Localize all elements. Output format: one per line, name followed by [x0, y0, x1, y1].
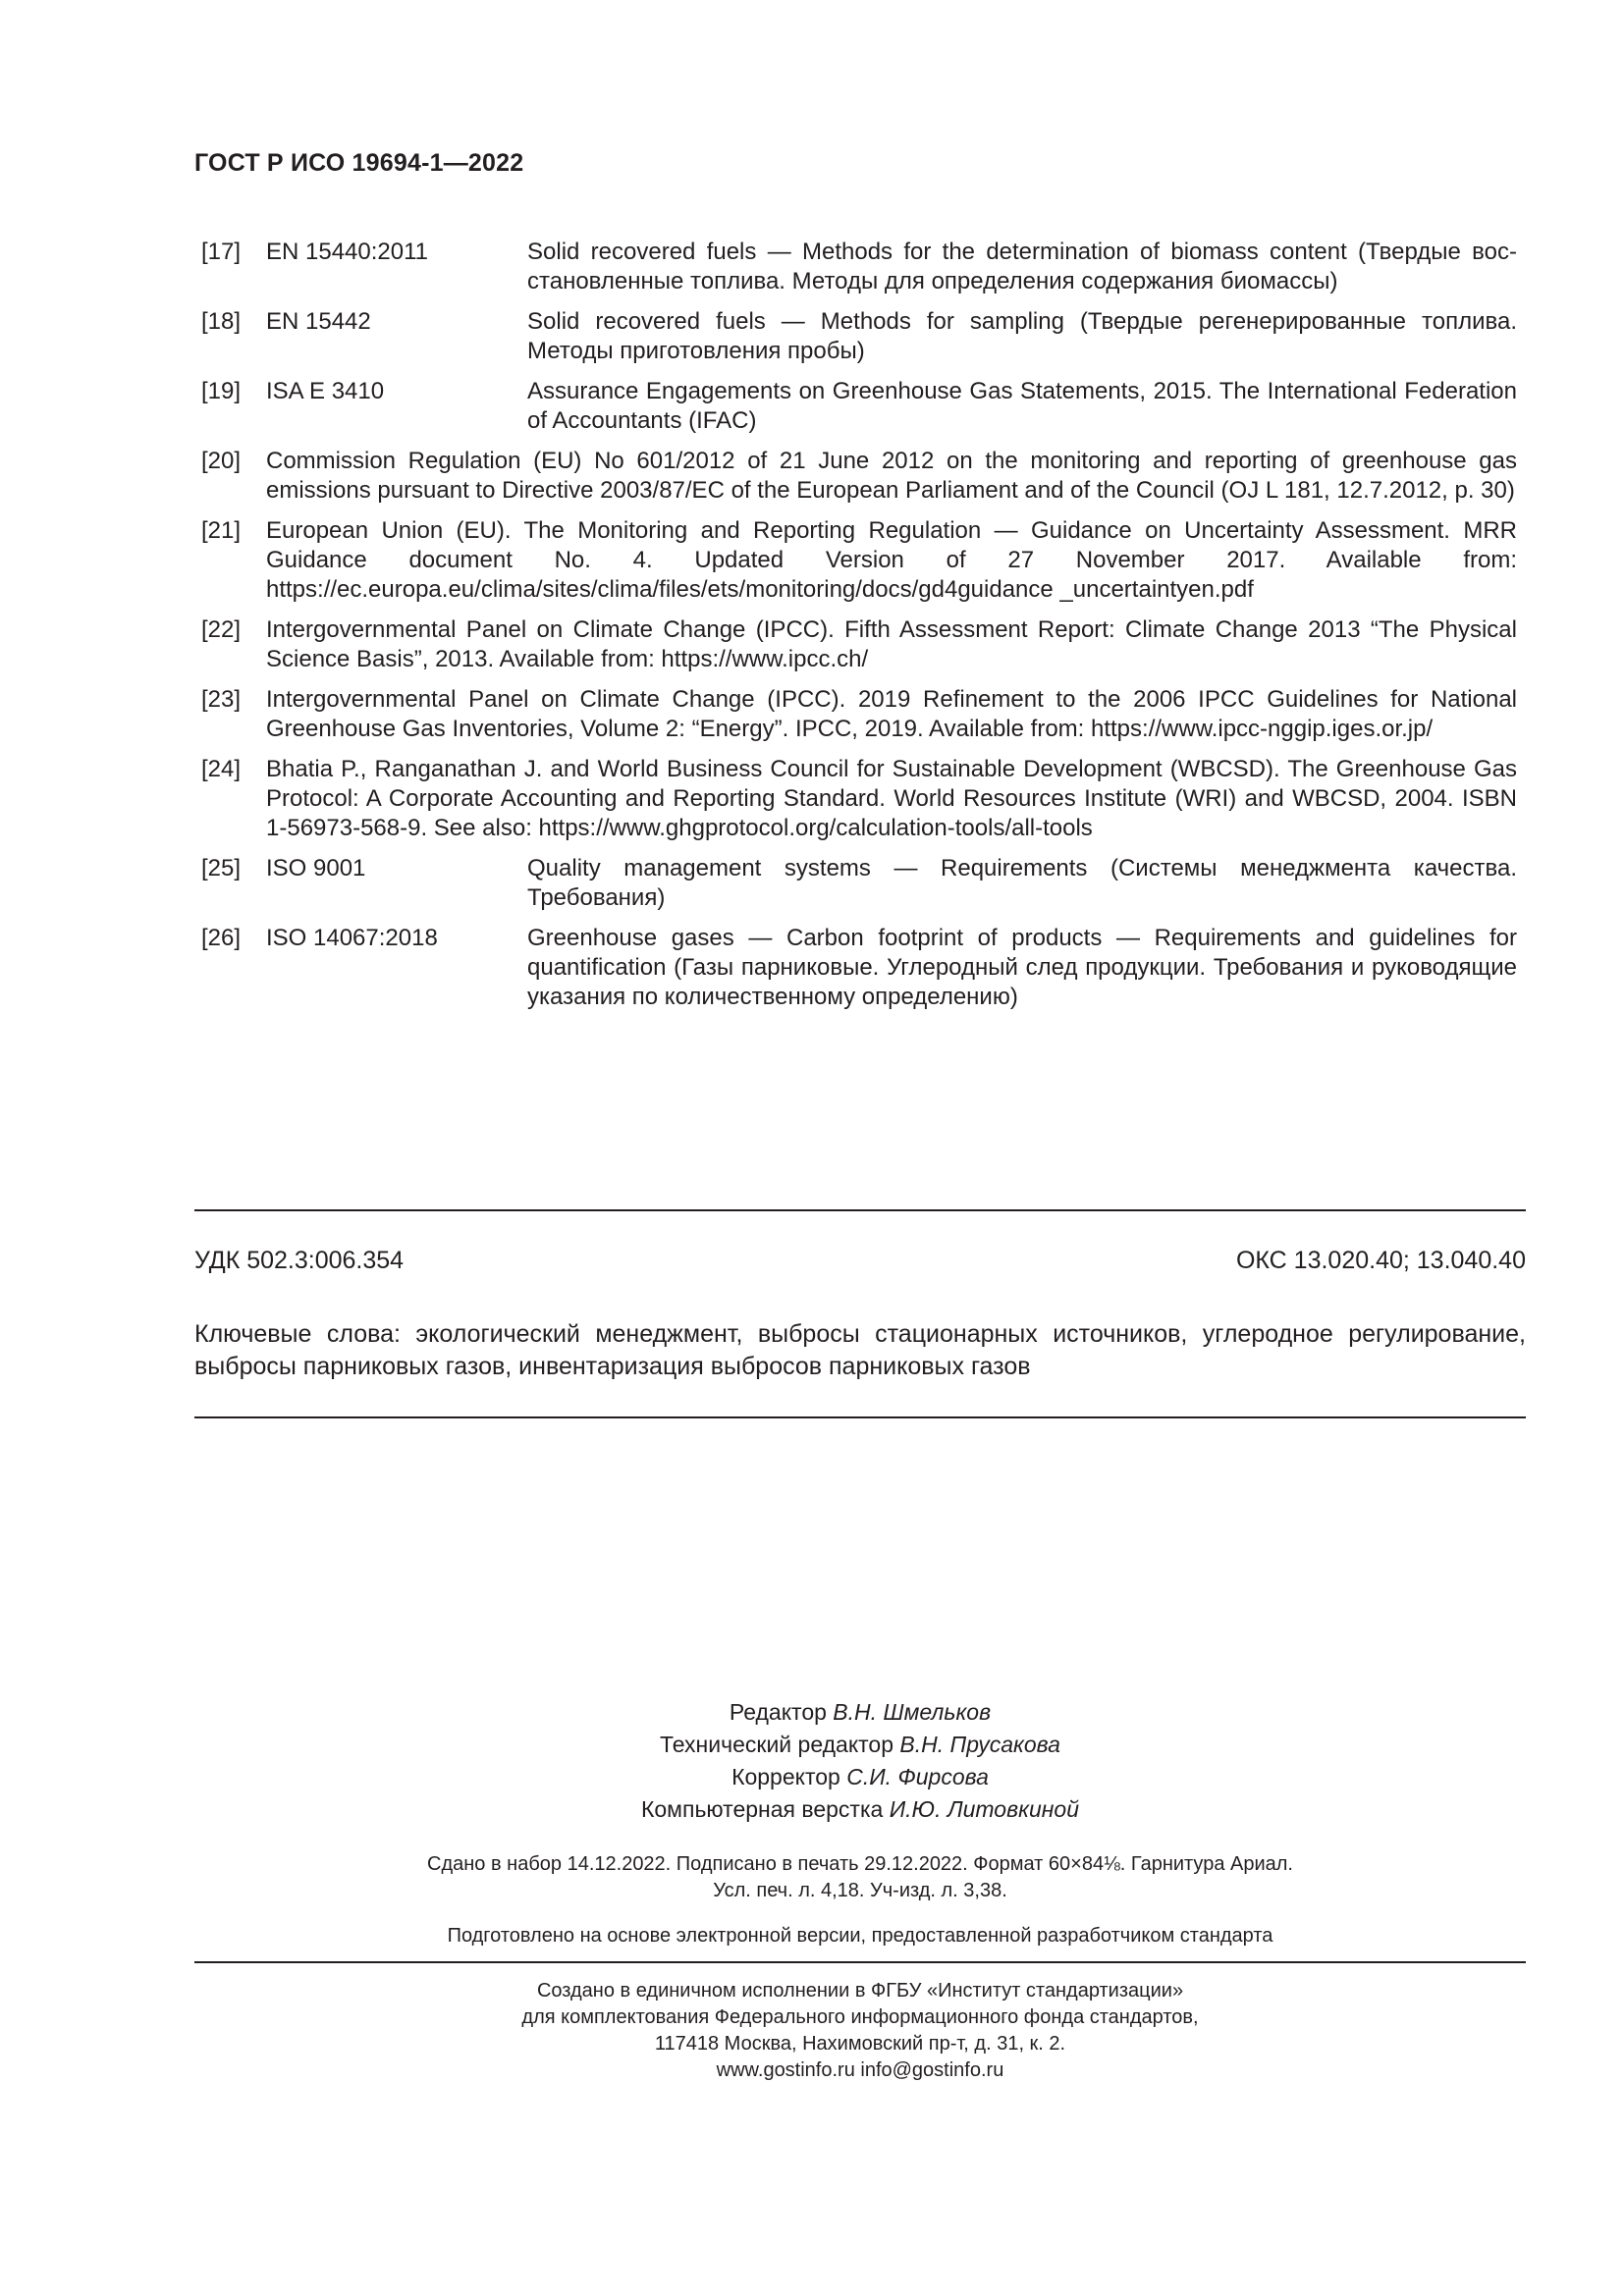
page-header-title: ГОСТ Р ИСО 19694-1—2022: [194, 149, 524, 177]
reference-number: [21]: [201, 517, 242, 544]
publisher-line: www.gostinfo.ru info@gostinfo.ru: [716, 2059, 1004, 2081]
reference-number: [23]: [201, 686, 242, 713]
credit-line: [194, 1793, 1526, 1826]
reference-number: [20]: [201, 448, 242, 474]
reference-item: [201, 854, 1517, 913]
divider-bottom: [194, 1961, 1526, 1963]
reference-number: [19]: [201, 378, 242, 404]
print-info-line: Усл. печ. л. 4,18. Уч-изд. л. 3,38.: [713, 1880, 1007, 1901]
reference-text: Intergovernmental Panel on Climate Change (IPCC). 2019 Refinement to the 2006 IPCC Guidelines for National Greenhouse Gas Inventories, Volume 2: “Energy”. IPCC, 2019. Available from: https://www.ipcc-nggip.iges.or.jp/: [266, 686, 1517, 742]
reference-text: Solid recovered fuels — Methods for the determination of biomass content (Твердые восстановленные топлива. Методы для определения содержания биомассы): [527, 239, 1517, 294]
credit-name: И.Ю. Литовкиной: [889, 1796, 1079, 1822]
print-info-line: Сдано в набор 14.12.2022. Подписано в печать 29.12.2022. Формат 60×84⅛. Гарнитура Ариал.: [427, 1853, 1293, 1875]
reference-number: [22]: [201, 616, 242, 643]
bibliography-list: [201, 238, 1517, 1023]
publisher-line: Создано в единичном исполнении в ФГБУ «Институт стандартизации»: [536, 1980, 1184, 2002]
reference-text: Bhatia P., Ranganathan J. and World Business Council for Sustainable Development (WBCSD). The Greenhouse Gas Protocol: A Corporate Accounting and Reporting Standard. World Resources Institute (WRI) and WBCSD, 2004. ISBN 1-56973-568-9. See also: https://www.ghgprotocol.org/calculation-tools/all-tools: [266, 756, 1517, 841]
reference-code: EN 15442: [266, 308, 371, 335]
credit-line: [194, 1761, 1526, 1793]
reference-item: [201, 238, 1517, 296]
reference-item: [201, 307, 1517, 366]
reference-code: ISO 9001: [266, 855, 366, 881]
credit-role: Компьютерная верстка: [640, 1796, 884, 1822]
reference-code: ISA E 3410: [266, 378, 385, 404]
divider-middle: [194, 1416, 1526, 1418]
credit-name: В.Н. Шмельков: [833, 1699, 992, 1725]
reference-text: Commission Regulation (EU) No 601/2012 of 21 June 2012 on the monitoring and reporting of greenhouse gas emissions pursuant to Directive 2003/87/EC of the European Parliament and of the Council (OJ L 181, 12.7.2012, p. 30): [266, 448, 1517, 504]
reference-item: [201, 516, 1517, 605]
reference-text: Quality management systems — Requirements (Системы менеджмента качества. Требования): [527, 855, 1517, 911]
credit-name: В.Н. Прусакова: [899, 1732, 1060, 1757]
credit-line: [194, 1696, 1526, 1729]
credit-line: [194, 1729, 1526, 1761]
prepared-note: Подготовлено на основе электронной версии, предоставленной разработчиком стандарта: [447, 1925, 1273, 1947]
reference-number: [24]: [201, 756, 242, 782]
credit-role: Технический редактор: [660, 1732, 894, 1757]
reference-code: ISO 14067:2018: [266, 925, 438, 951]
reference-text: Intergovernmental Panel on Climate Change (IPCC). Fifth Assessment Report: Climate Change 2013 “The Physical Science Basis”, 2013. Available from: https://www.ipcc.ch/: [266, 616, 1517, 672]
reference-number: [26]: [201, 925, 242, 951]
publisher-line: для комплектования Федерального информационного фонда стандартов,: [521, 2006, 1199, 2028]
reference-number: [18]: [201, 308, 242, 335]
reference-number: [17]: [201, 239, 242, 265]
reference-text: European Union (EU). The Monitoring and Reporting Regulation — Guidance on Uncertainty Assessment. MRR Guidance document No. 4. Updated Version of 27 November 2017. Available from: https://ec.europa.eu/clima/sites/clima/files/ets/monitoring/docs/gd4guidance _uncertaintyen.pdf: [266, 517, 1517, 603]
reference-item: [201, 377, 1517, 436]
classification-row: [194, 1247, 1526, 1275]
reference-item: [201, 924, 1517, 1012]
reference-item: [201, 615, 1517, 674]
publisher-line: 117418 Москва, Нахимовский пр-т, д. 31, к. 2.: [654, 2033, 1066, 2055]
publisher-block: [194, 1978, 1526, 2084]
divider-top: [194, 1209, 1526, 1211]
editorial-credits: [194, 1696, 1526, 1826]
keywords-paragraph: Ключевые слова: экологический менеджмент, выбросы стационарных источников, углеродное регулирование, выбросы парниковых газов, инвентаризация выбросов парниковых газов: [194, 1320, 1526, 1380]
reference-number: [25]: [201, 855, 242, 881]
credit-name: С.И. Фирсова: [846, 1764, 989, 1789]
credit-role: Корректор: [731, 1764, 840, 1789]
reference-item: [201, 755, 1517, 843]
reference-text: Assurance Engagements on Greenhouse Gas Statements, 2015. The International Federation of Accountants (IFAC): [527, 378, 1517, 434]
reference-item: [201, 685, 1517, 744]
reference-text: Greenhouse gases — Carbon footprint of products — Requirements and guidelines for quantification (Газы парниковые. Углеродный след продукции. Требования и руководящие указания по количественному определению): [527, 925, 1517, 1010]
reference-item: [201, 447, 1517, 506]
oks-code: ОКС 13.020.40; 13.040.40: [1235, 1247, 1526, 1274]
reference-code: EN 15440:2011: [266, 239, 429, 265]
credit-role: Редактор: [729, 1699, 827, 1725]
print-info: [194, 1851, 1526, 1904]
reference-text: Solid recovered fuels — Methods for sampling (Твердые регенерированные топлива. Методы приготовления пробы): [527, 308, 1517, 364]
udk-code: УДК 502.3:006.354: [194, 1247, 405, 1274]
